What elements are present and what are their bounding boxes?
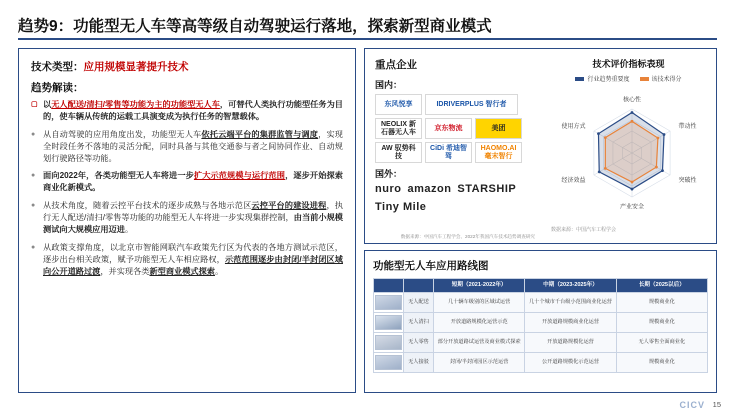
radar-point [631,181,634,184]
bullet-text: 以无人配送/清扫/零售等功能为主的功能型无人车，可替代人类执行功能型任务为目的，使车辆从传统的运载工具演变成为执行任务的智慧载体。 [43,100,343,121]
companies-source-note: 数据来源：中国汽车工程学会、2022年我国汽车技术趋势调查研究 [400,234,535,239]
brand-logo: CICV [679,400,705,410]
radar-point [631,188,634,191]
interpretation-bullet [31,129,343,165]
interpretation-bullet [31,242,343,278]
companies-column [365,49,541,243]
tech-type-value: 应用规模显著提升技术 [83,61,189,73]
roadmap-row-thumbnail [374,332,404,352]
companies-title: 重点企业 [375,59,417,71]
roadmap-col-header [404,279,434,293]
legend-label-0: 行业趋势重要度 [587,77,630,83]
table-row [374,352,708,372]
legend-swatch-orange [640,77,649,81]
table-row [374,312,708,332]
radar-point [604,167,607,170]
bullet-dot-icon: ● [31,172,36,180]
radar-axis-label: 经济效益 [561,177,586,184]
company-logo: amazon [407,183,452,195]
radar-point [657,137,660,140]
roadmap-cell: 几十辆车级别的区域试运营 [434,292,525,312]
roadmap-panel [364,250,717,393]
domestic-label: 国内： [375,80,403,90]
company-logo: IDRIVERPLUS 智行者 [425,94,518,115]
radar-axis-label: 带动性 [678,124,697,131]
radar-axis-label: 核心性 [622,97,642,104]
roadmap-table-body [374,292,708,372]
hollow-square-icon: ▢ [31,101,38,108]
roadmap-cell: 封闭/半封闭园区示范运营 [434,352,525,372]
interpretation-bullet-list [31,99,343,278]
company-logo: STARSHIP [457,183,517,195]
interpretation-bullet [31,99,343,123]
tech-type-row [31,59,343,74]
vehicle-photo [375,335,402,350]
bullet-text: 面向2022年，各类功能型无人车将进一步扩大示范规模与运行范围，逐步开始探索商业化新模式。 [43,171,343,193]
roadmap-col-header: 短期（2021-2022年） [434,279,525,293]
company-logo: AW 驭势科技 [375,142,422,163]
roadmap-col-header: 长期（2025以后） [616,279,707,293]
page-title: 趋势9：功能型无人车等高等级自动驾驶运行落地，探索新型商业模式 [18,18,492,35]
roadmap-row-category: 无人零售 [404,332,434,352]
radar-legend [547,74,710,83]
company-logo: HAOMO.AI 毫末智行 [475,142,522,163]
roadmap-row-category: 无人接驳 [404,352,434,372]
roadmap-cell: 规模商业化 [616,292,707,312]
vehicle-photo [375,295,402,310]
radar-point [631,111,634,114]
vehicle-photo [375,355,402,370]
interpretation-bullet [31,200,343,236]
roadmap-cell: 规模商业化 [616,352,707,372]
radar-point [631,120,634,123]
radar-axis-label: 突破性 [678,177,697,184]
interpretation-bullet [31,170,343,194]
roadmap-cell: 规模商业化 [616,312,707,332]
legend-item-0 [575,74,629,83]
bullet-text: 从技术角度，随着云控平台技术的逐步成熟与各地示范区云控平台的建设进程，执行无人配送/清扫/零售等功能的功能型无人车将进一步实现集群控制，由当前小规模测试向大规模应用迈进。 [43,201,343,235]
company-logo: CiDi 希迪智驾 [425,142,472,163]
legend-item-1 [640,74,682,83]
company-logo: 东风悦享 [375,94,422,115]
roadmap-title: 功能型无人车应用路线图 [373,260,489,272]
roadmap-cell: 部分开放道路试运营及商业模式探索 [434,332,525,352]
roadmap-row-thumbnail [374,312,404,332]
table-row [374,332,708,352]
bullet-text: 从自动驾驶的应用角度出发，功能型无人车依托云端平台的集群监管与调度，实现全时段任务不落地的灵活分配，同时具备与其他交通参与者之间协同作业、自动规划行驶路径等功能。 [43,129,343,163]
interpretation-label: 趋势解读： [31,82,84,94]
table-row [374,292,708,312]
foreign-label: 国外： [375,169,403,179]
roadmap-col-header [374,279,404,293]
bullet-text: 从政策支撑角度，以北京市智能网联汽车政策先行区为代表的各地方测试示范区，逐步出台相关政策，赋予功能型无人车相应路权，示范范围逐步由封闭/半封闭区域向公开道路过渡，并实现各类新型商业模式探索。 [43,242,343,276]
page-number: 15 [712,400,721,409]
roadmap-cell: 几十个城市千台级小范围商业化运营 [525,292,616,312]
company-logo: 京东物流 [425,118,472,139]
domestic-logo-grid [375,94,535,163]
radar-axis-label: 使用方式 [561,124,586,131]
roadmap-cell: 公开道路规模化示范运营 [525,352,616,372]
roadmap-row-thumbnail [374,292,404,312]
radar-point [598,171,601,174]
roadmap-cell: 开放道路规模商业化运营 [525,312,616,332]
roadmap-table [373,278,708,373]
roadmap-row-thumbnail [374,352,404,372]
legend-label-1: 该技术得分 [651,77,682,83]
vehicle-photo [375,315,402,330]
radar-point [604,136,607,139]
company-logo: Tiny Mile [375,201,427,213]
radar-chart-title: 技术评价指标表现 [592,59,665,69]
company-logo: 美团 [475,118,522,139]
radar-chart-column [541,49,718,243]
bullet-dot-icon: ● [31,130,36,138]
roadmap-cell: 无人零售全面商业化 [616,332,707,352]
radar-point [655,166,658,169]
bullet-dot-icon: ● [31,243,36,251]
company-logo: NEOLIX 新石器无人车 [375,118,422,139]
radar-point [597,132,600,135]
radar-axis-label: 产业安全 [619,204,645,211]
tech-type-label: 技术类型： [31,61,84,73]
company-logo: nuro [375,183,402,195]
roadmap-cell: 开放道路规模化运营示范 [434,312,525,332]
radar-svg [547,85,717,225]
key-companies-panel [364,48,717,244]
roadmap-table-head [374,279,708,293]
foreign-logo-row [375,183,535,213]
roadmap-row-category: 无人清扫 [404,312,434,332]
roadmap-header-row [374,279,708,293]
legend-swatch-blue [575,77,584,81]
roadmap-row-category: 无人配送 [404,292,434,312]
radar-source-note: 数据来源：中国汽车工程学会 [551,227,617,233]
interpretation-panel [18,48,356,393]
roadmap-col-header: 中期（2023-2025年） [525,279,616,293]
roadmap-cell: 开放道路规模化运营 [525,332,616,352]
title-divider [18,38,717,40]
radar-chart [547,85,710,235]
radar-point [661,169,664,172]
bullet-dot-icon: ● [31,202,36,210]
radar-point [663,133,666,136]
